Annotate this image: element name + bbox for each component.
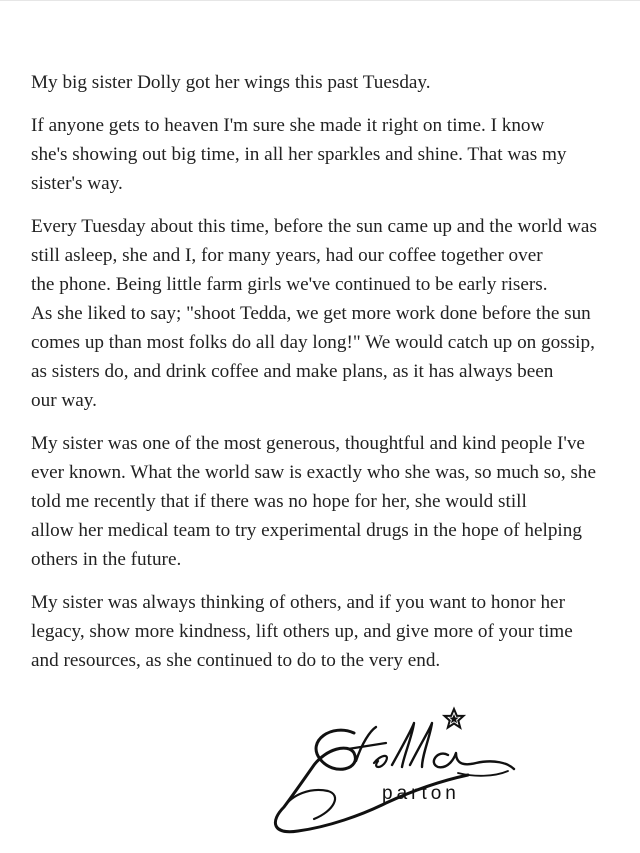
- text-line: My sister was one of the most generous, thoughtful and kind people I've: [31, 433, 585, 454]
- text-line: allow her medical team to try experimental drugs in the hope of helping: [31, 520, 582, 541]
- paragraph-4: [31, 429, 640, 574]
- text-line: she's showing out big time, in all her sparkles and shine. That was my: [31, 144, 567, 165]
- text-line: If anyone gets to heaven I'm sure she made it right on time. I know: [31, 115, 545, 136]
- text-line: Every Tuesday about this time, before the sun came up and the world was: [31, 216, 597, 237]
- signature-script: [262, 703, 522, 843]
- text-line: As she liked to say; "shoot Tedda, we get more work done before the sun: [31, 303, 591, 324]
- text-line: My big sister Dolly got her wings this past Tuesday.: [31, 72, 431, 93]
- text-line: comes up than most folks do all day long!" We would catch up on gossip,: [31, 332, 595, 353]
- text-line: ever known. What the world saw is exactly who she was, so much so, she: [31, 462, 597, 483]
- text-line: the phone. Being little farm girls we've continued to be early risers.: [31, 274, 548, 295]
- paragraph-1: [31, 68, 640, 97]
- letter-body: [31, 68, 640, 689]
- star-icon: [445, 709, 464, 728]
- signature-surname: parton: [382, 783, 460, 804]
- paragraph-2: [31, 111, 640, 198]
- text-line: still asleep, she and I, for many years, had our coffee together over: [31, 245, 543, 266]
- paragraph-5: [31, 588, 640, 675]
- paragraph-3: [31, 212, 640, 415]
- text-line: My sister was always thinking of others, and if you want to honor her: [31, 592, 565, 613]
- text-line: our way.: [31, 390, 97, 411]
- text-line: sister's way.: [31, 173, 123, 194]
- text-line: told me recently that if there was no hope for her, she would still: [31, 491, 527, 512]
- text-line: others in the future.: [31, 549, 182, 570]
- text-line: legacy, show more kindness, lift others up, and give more of your time: [31, 621, 573, 642]
- text-line: and resources, as she continued to do to the very end.: [31, 650, 441, 671]
- signature: [262, 703, 522, 843]
- text-line: as sisters do, and drink coffee and make plans, as it has always been: [31, 361, 554, 382]
